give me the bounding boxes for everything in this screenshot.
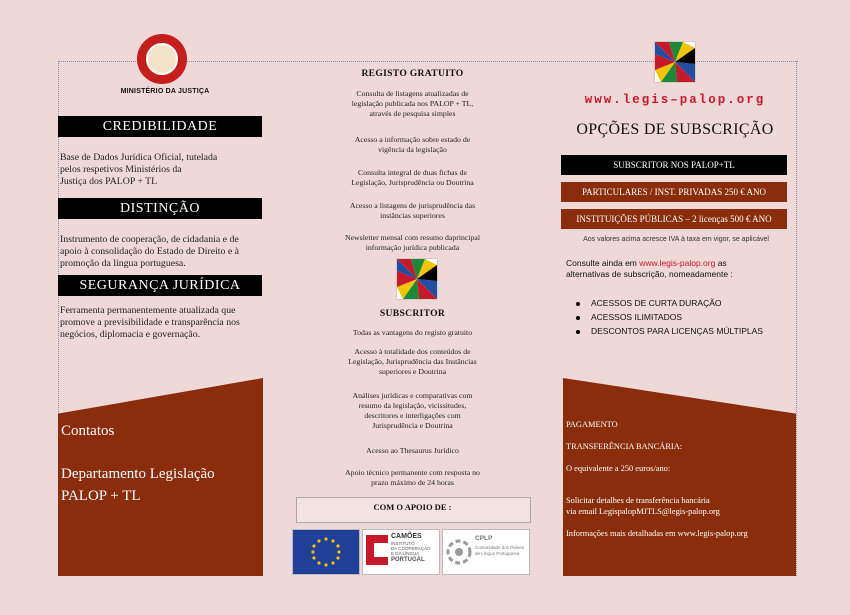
payment-title: PAGAMENTO [566,420,618,429]
list-item-label: DESCONTOS PARA LICENÇAS MÚLTIPLAS [591,326,763,336]
price-private: PARTICULARES / INST. PRIVADAS 250 € ANO [561,182,787,202]
iva-note: Aos valores acima acresce IVA à taxa em vigor, se aplicável [583,236,769,243]
contacts-dept-line2: PALOP + TL [61,488,141,504]
subscritor-item [296,347,529,377]
text-line: promove a previsibilidade e transparência nos [60,317,240,328]
text-line: pelos respetivos Ministérios da [60,164,182,175]
text-line: Acesso ao Thesaurus Jurídico [366,446,459,455]
eu-flag-logo [292,529,360,575]
text-line: superiores e Doutrina [378,367,447,376]
camoes-subtitle: INSTITUTO [391,541,415,546]
text-line: Análises jurídicas e comparativas com [352,391,473,400]
alternatives-list [576,296,763,338]
section-title-credibilidade: CREDIBILIDADE [58,116,262,137]
consulte-line1 [566,258,788,269]
camoes-subtitle: E DA LÍNGUA [391,551,420,556]
cplp-subtitle: de Língua Portuguesa [475,551,520,556]
text-line: Jurisprudência e Doutrina [372,421,453,430]
text-line: Instrumento de cooperação, de cidadania e de [60,234,239,245]
text-line: através de pesquisa simples [369,109,456,118]
subscriber-bar: SUBSCRITOR NOS PALOP+TL [561,155,787,175]
consulte-line2: alternativas de subscrição, nomeadamente : [566,269,733,279]
camoes-logo [362,529,440,575]
section-title-distincao: DISTINÇÃO [58,198,262,219]
text-line: Acesso a informação sobre estado de [354,135,471,144]
website-url[interactable]: www.legis–palop.org [584,93,766,107]
text-line: resumo da legislação, vicissitudes, [358,401,467,410]
text-line: instâncias superiores [380,211,445,220]
text-line: negócios, diplomacia e governação. [60,329,201,340]
camoes-country: PORTUGAL [391,557,425,563]
list-item [576,324,763,338]
camoes-name: CAMÕES [391,533,422,540]
consulte-text [566,258,788,280]
registo-item [296,168,529,188]
text-line: Todas as vantagens do registo gratuito [352,328,473,337]
subscritor-item [296,391,529,431]
registo-item [296,89,529,119]
section-text-credibilidade [60,152,265,188]
consulte-link[interactable]: www.legis-palop.org [639,258,716,268]
contacts-title: Contatos [61,423,115,439]
bullet-icon [576,316,580,320]
palop-flags-logo-top [654,41,696,83]
payment-panel [563,378,796,576]
camoes-subtitle: DA COOPERAÇÃO [391,546,431,551]
consulte-suffix: as [715,258,727,268]
payment-transfer: TRANSFERÊNCIA BANCÁRIA: [566,442,683,451]
text-line: informação jurídica publicada [365,243,460,252]
text-line: vigência da legislação [378,145,447,154]
text-line: Justiça dos PALOP + TL [60,176,158,187]
subscritor-item [296,468,529,488]
text-line: Consulta integral de duas fichas de [358,168,467,177]
ministry-seal-logo [137,34,187,84]
payment-request-line2[interactable]: via email LegispalopMJTLS@legis-palop.org [566,507,720,516]
text-line: Acesso a listagens de jurisprudência das [349,201,476,210]
list-item [576,296,763,310]
text-line: apoio à consolidação do Estado de Direito e à [60,246,240,257]
registo-item [296,135,529,155]
payment-info[interactable]: Informações mais detalhadas em www.legis-palop.org [566,529,748,538]
camoes-c-mark [366,535,388,565]
text-line: Newsletter mensal com resumo daprincipal [344,233,481,242]
contacts-dept-line1: Departamento Legislação [61,466,215,482]
payment-equivalent: O equivalente a 250 euros/ano: [566,464,671,473]
section-text-distincao [60,234,270,270]
price-public: INSTITUIÇÕES PÚBLICAS – 2 licenças 500 € ANO [561,209,787,229]
payment-request-line1: Solicitar detalhes de transferência bancária [566,496,710,505]
subscritor-item [296,446,529,456]
subscription-options-heading: OPÇÕES DE SUBSCRIÇÃO [576,121,774,138]
text-line: promoção da língua portuguesa. [60,258,186,269]
support-label: COM O APOIO DE : [373,502,452,512]
section-title-seguranca: SEGURANÇA JURÍDICA [58,275,262,296]
text-line: Consulta de listagens atualizadas de [356,89,469,98]
subscritor-item [296,328,529,338]
registo-item [296,201,529,221]
list-item [576,310,763,324]
bullet-icon [576,302,580,306]
registo-gratuito-title: REGISTO GRATUITO [361,68,464,79]
registo-item [296,233,529,253]
palop-flags-logo [396,258,438,300]
bullet-icon [576,330,580,334]
cplp-subtitle: Comunidade dos Países [475,545,525,550]
section-text-seguranca [60,305,272,341]
list-item-label: ACESSOS DE CURTA DURAÇÃO [591,298,722,308]
consulte-prefix: Consulte ainda em [566,258,640,268]
ministry-label: MINISTÉRIO DA JUSTIÇA [120,88,210,95]
list-item-label: ACESSOS ILIMITADOS [591,312,683,322]
text-line: legislação publicada nos PALOP + TL, [351,99,474,108]
text-line: Legislação, Jurisprudência das Instâncias [348,357,477,366]
text-line: Legislação, Jurisprudência ou Doutrina [351,178,474,187]
text-line: Base de Dados Jurídica Oficial, tutelada [60,152,218,163]
subscritor-title: SUBSCRITOR [379,308,446,319]
text-line: prazo máximo de 24 horas [371,478,454,487]
cplp-emblem-icon [446,535,472,569]
text-line: Apoio técnico permanente com resposta no [345,468,480,477]
text-line: descritores e interligações com [364,411,461,420]
text-line: Ferramenta permanentemente atualizada que [60,305,236,316]
text-line: Acesso à totalidade dos conteúdos de [354,347,471,356]
guide-right [796,61,797,576]
cplp-name: CPLP [475,535,493,542]
cplp-logo [442,529,530,575]
